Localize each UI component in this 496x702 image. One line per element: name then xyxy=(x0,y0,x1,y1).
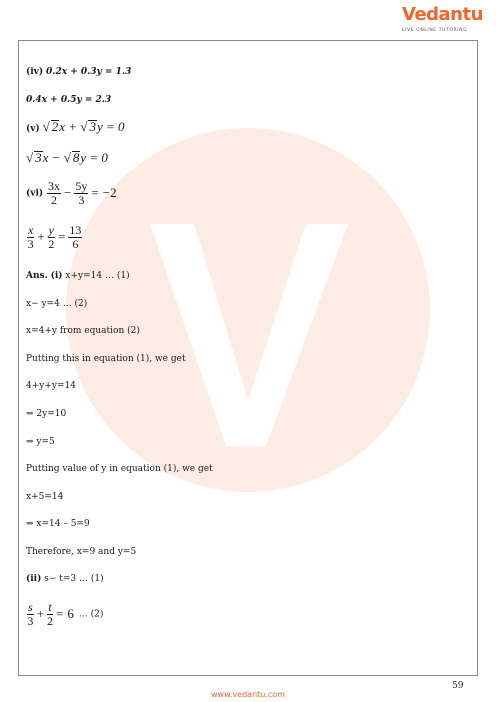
v-eq1-line xyxy=(26,120,125,135)
sqrt-2: 2 xyxy=(51,119,59,134)
var-y: y xyxy=(80,150,87,165)
iv-eq1-line xyxy=(26,66,131,78)
ans-ii-eq2-line xyxy=(26,600,103,629)
ans-ii-eq1-line xyxy=(26,573,104,585)
fraction xyxy=(74,180,88,207)
var-x: x xyxy=(59,119,66,134)
denominator: 3 xyxy=(27,236,34,251)
v-eq1: √ 2x + √ 3y = 0 xyxy=(42,119,125,134)
vi-eq1-line xyxy=(26,179,119,208)
op-minus: − xyxy=(64,185,72,200)
denominator: 2 xyxy=(47,613,54,628)
ans-i-step5: ⇒ y=5 xyxy=(26,437,55,447)
numerator: x xyxy=(28,222,34,237)
ans-ii-label: (ii) xyxy=(26,574,42,584)
ans-i-step3: 4+y+y=14 xyxy=(26,381,76,391)
v-label: (v) xyxy=(26,124,40,134)
fraction xyxy=(27,224,34,251)
ans-i-result: Therefore, x=9 and y=5 xyxy=(26,547,137,557)
ans-i-eq2: x− y=4 … (2) xyxy=(26,299,88,309)
op-eq: = xyxy=(56,606,64,621)
ans-i-eq1-line xyxy=(26,270,130,282)
numerator: s xyxy=(28,599,33,614)
v-eq2: √ 3x − √ 8y = 0 xyxy=(26,150,108,165)
iv-eq2: 0.4x + 0.5y = 2.3 xyxy=(26,95,112,105)
numerator: 3x xyxy=(48,178,61,193)
rhs: 6 xyxy=(67,606,74,621)
v-eq2-line xyxy=(26,151,108,166)
ans-i-eq1: x+y=14 … (1) xyxy=(65,271,130,281)
denominator: 2 xyxy=(51,192,58,207)
sqrt-8: 8 xyxy=(72,150,80,165)
ans-i-step6: Putting value of y in equation (1), we get xyxy=(26,464,213,474)
ans-i-step4: ⇒ 2y=10 xyxy=(26,409,67,419)
fraction xyxy=(68,224,82,251)
vedantu-logo xyxy=(402,4,492,38)
ans-i-step7: x+5=14 xyxy=(26,492,64,502)
ans-ii-eq1: s− t=3 … (1) xyxy=(44,574,104,584)
numerator: 13 xyxy=(69,222,82,237)
numerator: t xyxy=(48,599,52,614)
denominator: 6 xyxy=(72,236,79,251)
numerator: y xyxy=(48,222,54,237)
fraction xyxy=(27,601,34,628)
vi-label: (vi) xyxy=(26,188,44,199)
numerator: 5y xyxy=(75,178,88,193)
fraction xyxy=(47,601,53,628)
denominator: 2 xyxy=(48,236,55,251)
rhs: −2 xyxy=(102,185,117,200)
page-number: 59 xyxy=(452,681,464,691)
sqrt-3: 3 xyxy=(89,119,96,134)
logo-tagline: LIVE ONLINE TUTORING xyxy=(402,28,468,33)
ans-label: Ans. xyxy=(26,271,48,281)
iv-eq1: 0.2x + 0.3y = 1.3 xyxy=(46,67,132,77)
vedantu-watermark-icon xyxy=(66,128,430,492)
var-y: y xyxy=(96,119,103,134)
ans-i-step1: x=4+y from equation (2) xyxy=(26,326,140,336)
op-plus: + xyxy=(68,119,78,134)
footer-url-link[interactable]: www.vedantu.com xyxy=(211,690,285,699)
op-plus: + xyxy=(36,606,45,621)
rhs: 0 xyxy=(118,119,125,134)
logo-text: Vedantu xyxy=(402,4,483,25)
equation-ref: … (2) xyxy=(78,609,104,620)
fraction xyxy=(47,180,61,207)
vi-eq2-line xyxy=(26,223,83,252)
ans-i-step8: ⇒ x=14 – 5=9 xyxy=(26,519,90,529)
op-eq: = xyxy=(89,150,99,165)
op-plus: + xyxy=(37,229,45,244)
denominator: 3 xyxy=(78,192,85,207)
denominator: 3 xyxy=(27,613,34,628)
rhs: 0 xyxy=(101,150,108,165)
op-minus: − xyxy=(51,150,61,165)
ans-i-step2: Putting this in equation (1), we get xyxy=(26,354,186,364)
fraction xyxy=(48,224,55,251)
op-eq: = xyxy=(58,229,66,244)
op-eq: = xyxy=(91,185,99,200)
ans-i-label: (i) xyxy=(50,271,63,281)
iv-label: (iv) xyxy=(26,67,44,77)
op-eq: = xyxy=(106,119,115,134)
sqrt-3: 3 xyxy=(35,150,42,165)
var-x: x xyxy=(42,150,49,165)
